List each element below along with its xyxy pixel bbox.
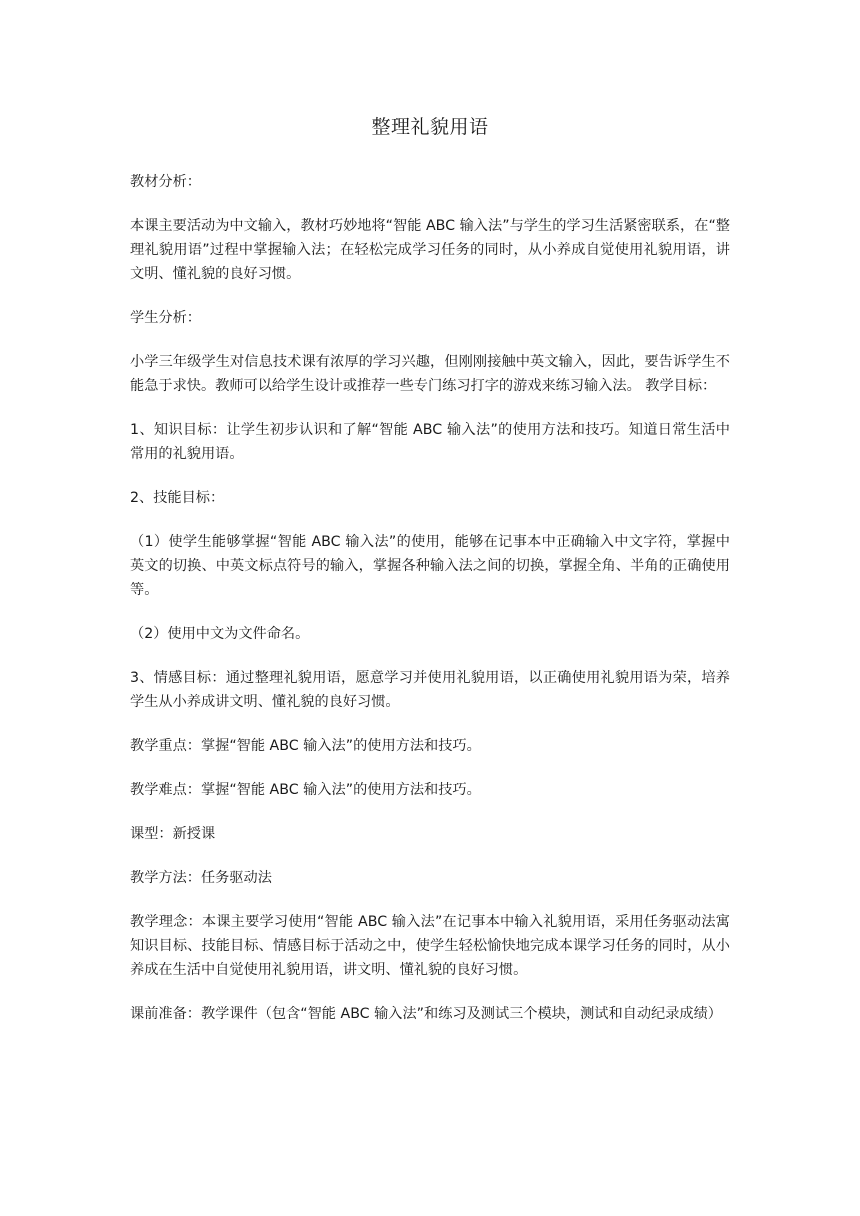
document-title: 整理礼貌用语 <box>371 116 489 138</box>
paragraph-emotional-goal: 3、情感目标：通过整理礼貌用语，愿意学习并使用礼貌用语，以正确使用礼貌用语为荣，培养学生从小养成讲文明、懂礼貌的良好习惯。 <box>130 670 730 710</box>
paragraph-preparation: 课前准备：教学课件（包含“智能 ABC 输入法”和练习及测试三个模块，测试和自动纪录成绩） <box>130 1006 722 1022</box>
paragraph-student-analysis: 小学三年级学生对信息技术课有浓厚的学习兴趣，但刚刚接触中英文输入，因此，要告诉学生不能急于求快。教师可以给学生设计或推荐一些专门练习打字的游戏来练习输入法。 教学目标： <box>130 354 730 394</box>
paragraph-textbook-analysis: 本课主要活动为中文输入，教材巧妙地将“智能 ABC 输入法”与学生的学习生活紧密联系，在“整理礼貌用语”过程中掌握输入法；在轻松完成学习任务的同时，从小养成自觉使用礼貌用语，讲文明、懂礼貌的良好习惯。 <box>130 218 730 282</box>
heading-textbook-analysis: 教材分析： <box>130 174 201 190</box>
paragraph-lesson-type: 课型：新授课 <box>130 826 216 842</box>
heading-student-analysis: 学生分析： <box>130 310 201 326</box>
paragraph-difficulty: 教学难点：掌握“智能 ABC 输入法”的使用方法和技巧。 <box>130 782 481 798</box>
paragraph-skill-goal-1: （1）使学生能够掌握“智能 ABC 输入法”的使用，能够在记事本中正确输入中文字符，掌握中英文的切换、中英文标点符号的输入，掌握各种输入法之间的切换，掌握全角、半角的正确使用等。 <box>130 534 730 598</box>
paragraph-knowledge-goal: 1、知识目标：让学生初步认识和了解“智能 ABC 输入法”的使用方法和技巧。知道日常生活中常用的礼貌用语。 <box>130 422 730 462</box>
paragraph-key-point: 教学重点：掌握“智能 ABC 输入法”的使用方法和技巧。 <box>130 738 481 754</box>
paragraph-teaching-method: 教学方法：任务驱动法 <box>130 870 272 886</box>
document-body <box>130 170 730 1046</box>
paragraph-skill-goal-2: （2）使用中文为文件命名。 <box>130 626 310 642</box>
heading-skill-goal: 2、技能目标： <box>130 490 225 506</box>
paragraph-teaching-philosophy: 教学理念：本课主要学习使用“智能 ABC 输入法”在记事本中输入礼貌用语，采用任务驱动法寓知识目标、技能目标、情感目标于活动之中，使学生轻松愉快地完成本课学习任务的同时，从小养成在生活中自觉使用礼貌用语，讲文明、懂礼貌的良好习惯。 <box>130 914 730 978</box>
